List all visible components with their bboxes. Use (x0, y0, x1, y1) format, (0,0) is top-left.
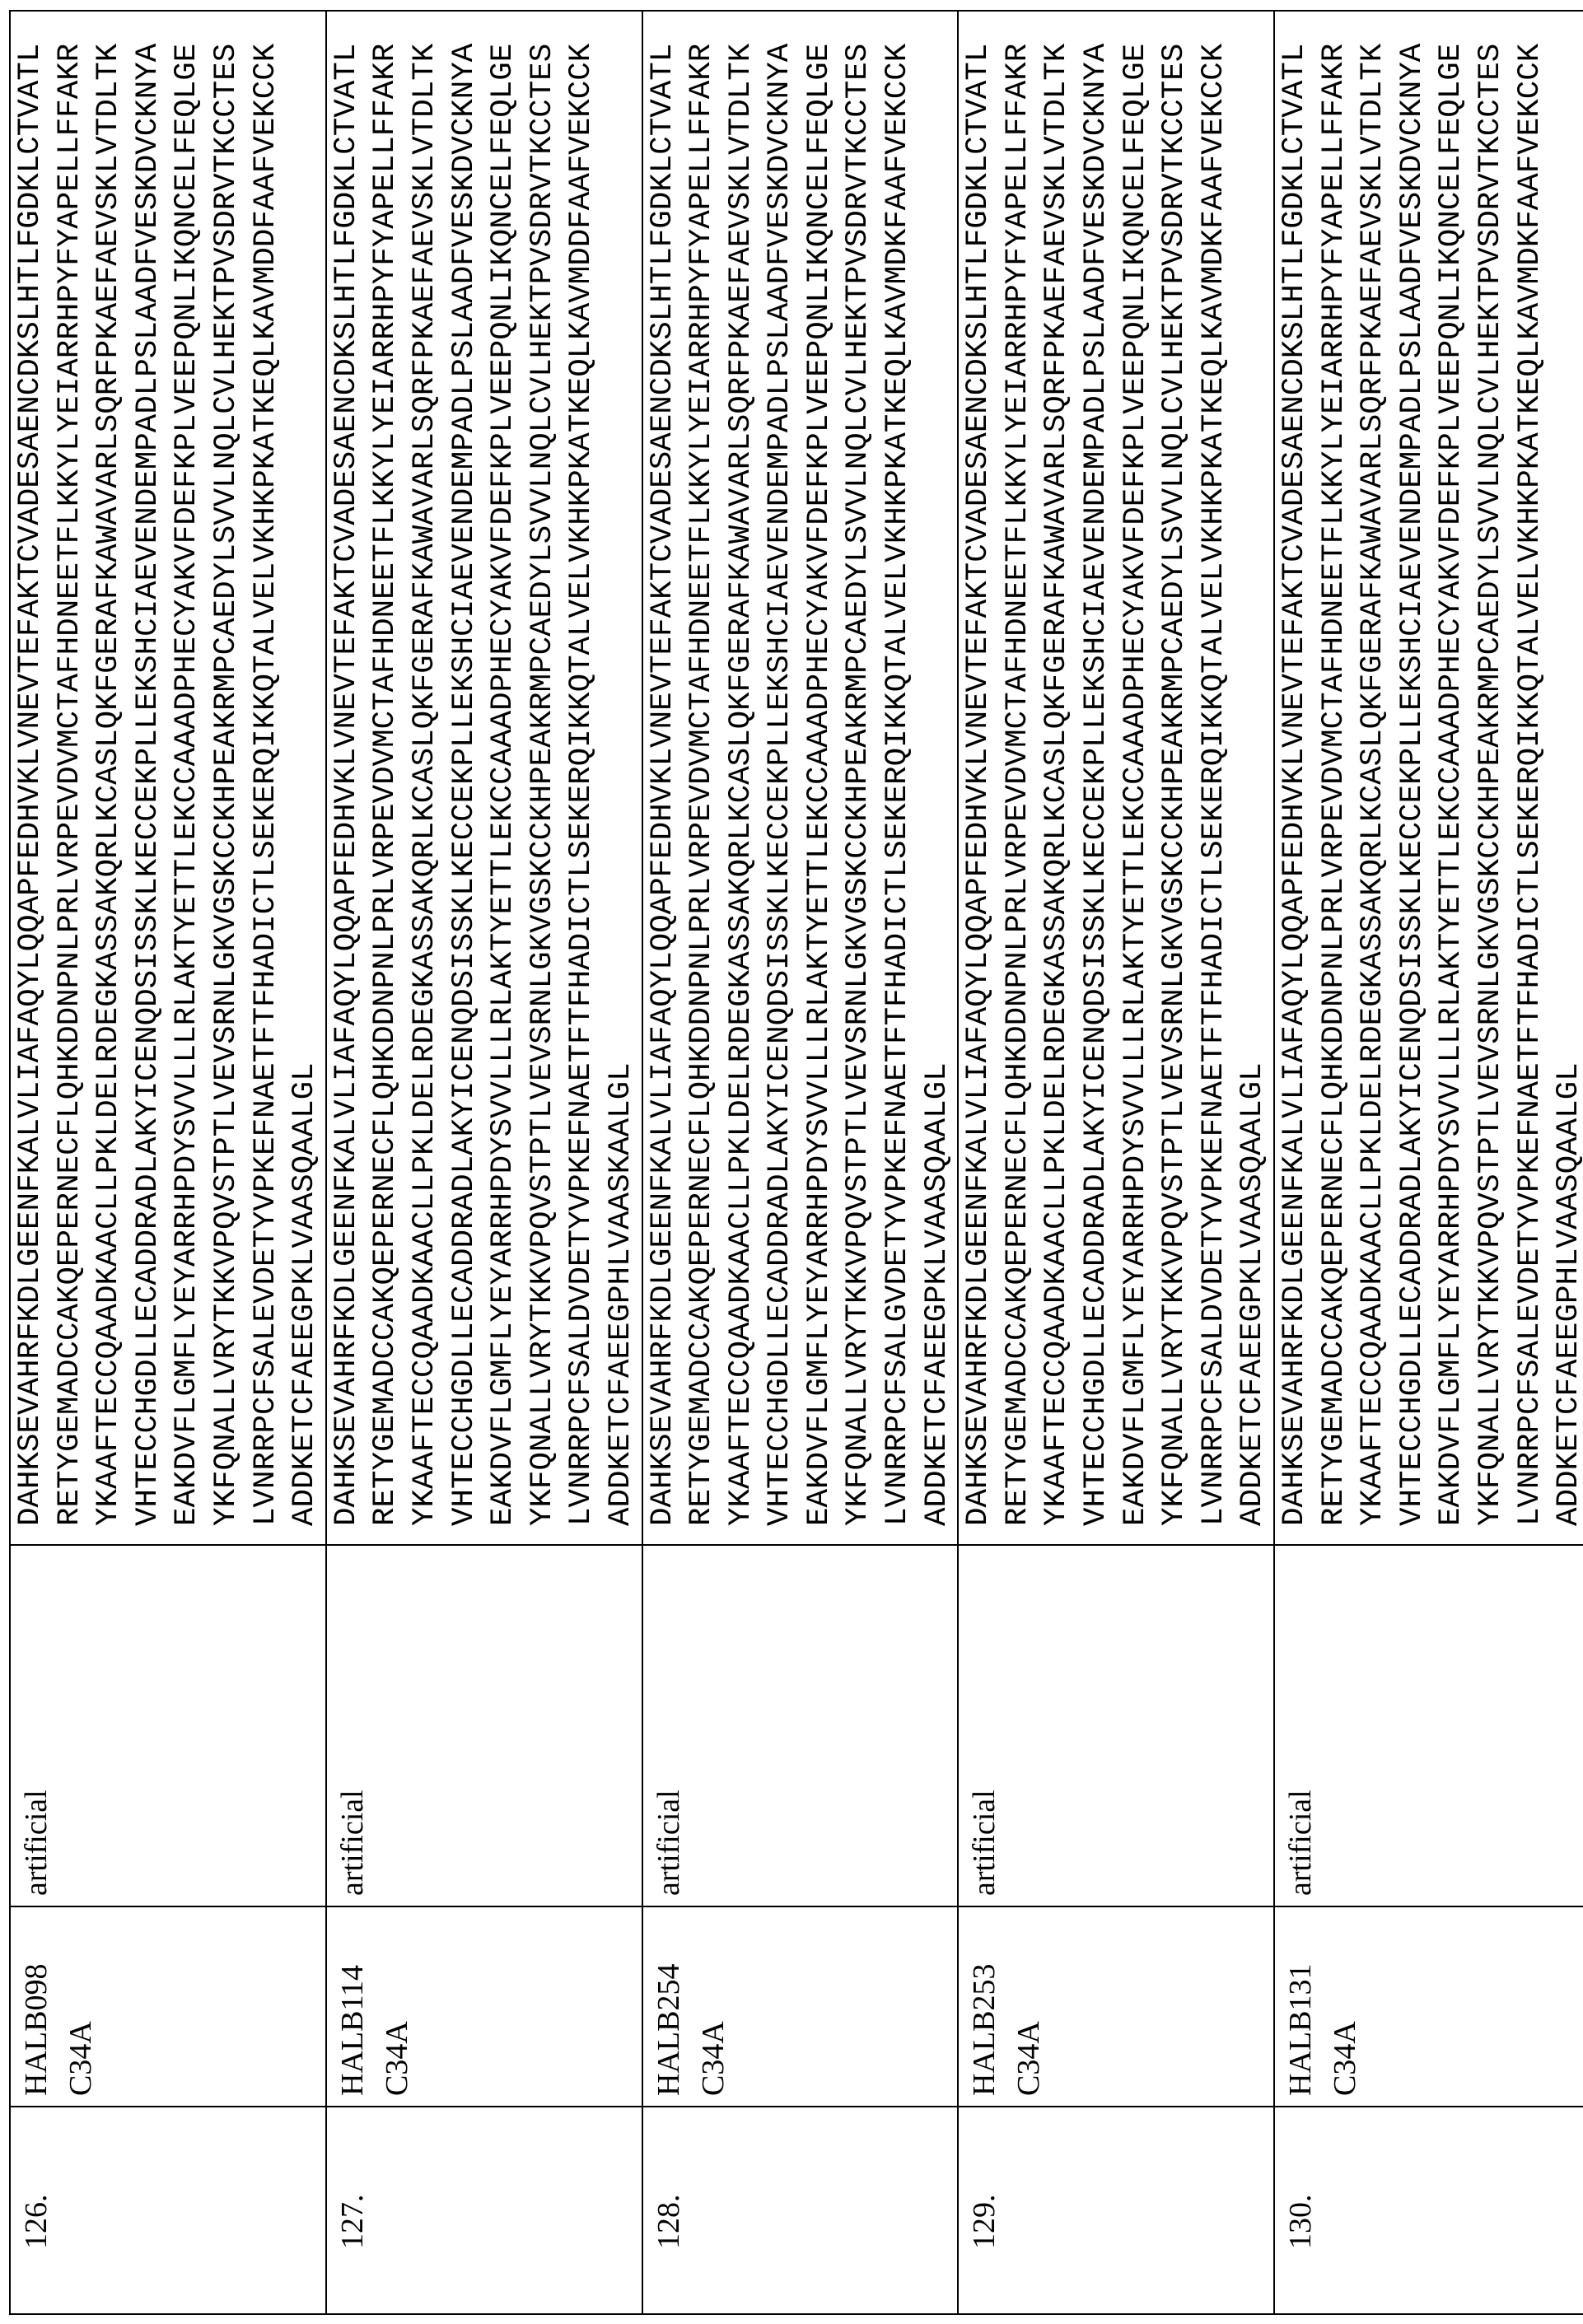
sequence-line: YKFQNALLVRYTKKVPQVSTPTLVEVSRNLGKVGSKCCKHPEAKRMPCAEDYLSVVLNQLCVLHEKTPVSDRVTKCCTES (1472, 12, 1511, 1526)
sequence-line: RETYGEMADCCAKQEPERNECFLQHKDDNPNLPRLVRPEVDVMCTAFHDNEETFLKKYLYEIARRHPYFYAPELLFFAKR (367, 12, 406, 1526)
sequence-line: YKAAFTECCQAADKAACLLPKLDELRDEGKASSAKQRLKCASLQKFGERAFKAWAVARLSQRFPKAEFAEVSKLVTDLTK (1038, 12, 1077, 1526)
construct-name-cell (958, 1906, 1274, 2107)
sequence-line: YKFQNALLVRYTKKVPQVSTPTLVEVSRNLGKVGSKCCKHPEAKRMPCAEDYLSVVLNQLCVLHEKTPVSDRVTKCCTES (839, 12, 879, 1526)
construct-name: HALB253 (962, 1907, 1006, 2096)
construct-name: HALB114 (330, 1907, 375, 2096)
table-row (958, 11, 1274, 2314)
entry-number: 128. (642, 2107, 959, 2314)
sequence-line: DAHKSEVAHRFKDLGEENFKALVLIAFAQYLQQAPFEDHVKLVNEVTEFAKTCVADESAENCDKSLHTLFGDKLCTVATL (960, 12, 999, 1526)
sequence-cell (1274, 11, 1583, 1545)
sequence-line: LVNRRPCFSALEVDETYVPKEFNAETFTFHADICTLSEKERQIKKQTALVELVKHKPKATKEQLKAVMDKFAAFVEKCCK (1511, 12, 1551, 1526)
mutation-label: C34A (58, 1907, 103, 2096)
sequence-line: LVNRRPCFSALGVDETYVPKEFNAETFTFHADICTLSEKERQIKKQTALVELVKHKPKATKEQLKAVMDKFAAFVEKCCK (879, 12, 918, 1526)
sequence-line: RETYGEMADCCAKQEPERNECFLQHKDDNPNLPRLVRPEVDVMCTAFHDNEETFLKKYLYEIARRHPYFYAPELLFFAKR (999, 12, 1039, 1526)
sequence-line: DAHKSEVAHRFKDLGEENFKALVLIAFAQYLQQAPFEDHVKLVNEVTEFAKTCVADESAENCDKSLHTLFGDKLCTVATL (644, 12, 684, 1526)
sequence-line: RETYGEMADCCAKQEPERNECFLQHKDDNPNLPRLVRPEVDVMCTAFHDNEETFLKKYLYEIARRHPYFYAPELLFFAKR (1315, 12, 1355, 1526)
sequence-line: EAKDVFLGMFLYEYARRHPDYSVVLLLRLAKTYETTLEKCCAAADPHECYAKVFDEFKPLVEEPQNLIKQNCELFEQLGE (801, 12, 840, 1526)
rotated-document-page (0, 0, 1583, 2324)
sequence-line: YKAAFTECCQAADKAACLLPKLDELRDEGKASSAKQRLKCASLQKFGERAFKAWAVARLSQRFPKAEFAEVSKLVTDLTK (722, 12, 762, 1526)
sequence-cell (10, 11, 326, 1545)
sequence-cell (326, 11, 642, 1545)
table-row (1274, 11, 1583, 2314)
entry-number: 126. (10, 2107, 326, 2314)
table-row (326, 11, 642, 2314)
construct-name: HALB254 (647, 1907, 691, 2096)
sequence-line: LVNRRPCFSALEVDETYVPKEFNAETFTFHADICTLSEKERQIKKQTALVELVKHKPKATKEQLKAVMDDFAAFVEKCCK (247, 12, 287, 1526)
construct-name-cell (642, 1906, 959, 2107)
sequence-line: ADDKETCFAEEGPKLVAASQAALGL (1234, 12, 1273, 1526)
source-organism: artificial (326, 1545, 642, 1906)
sequence-line: VHTECCHGDLLECADDRADLAKYICENQDSISSKLKECCEKPLLEKSHCIAEVENDEMPADLPSLAADFVESKDVCKNYA (129, 12, 169, 1526)
sequence-line: YKFQNALLVRYTKKVPQVSTPTLVEVSRNLGKVGSKCCKHPEAKRMPCAEDYLSVVLNQLCVLHEKTPVSDRVTKCCTES (1156, 12, 1195, 1526)
sequence-line: VHTECCHGDLLECADDRADLAKYICENQDSISSKLKECCEKPLLEKSHCIAEVENDEMPADLPSLAADFVESKDVCKNYA (761, 12, 801, 1526)
source-organism: artificial (958, 1545, 1274, 1906)
construct-name: HALB131 (1278, 1907, 1323, 2096)
entry-number: 129. (958, 2107, 1274, 2314)
sequence-line: YKFQNALLVRYTKKVPQVSTPTLVEVSRNLGKVGSKCCKHPEAKRMPCAEDYLSVVLNQLCVLHEKTPVSDRVTKCCTES (208, 12, 247, 1526)
sequence-line: LVNRRPCFSALDVDETYVPKEFNAETFTFHADICTLSEKERQIKKQTALVELVKHKPKATKEQLKAVMDKFAAFVEKCCK (1195, 12, 1235, 1526)
sequence-line: LVNRRPCFSALDVDETYVPKEFNAETFTFHADICTLSEKERQIKKQTALVELVKHKPKATKEQLKAVMDDFAAFVEKCCK (563, 12, 602, 1526)
sequence-line: YKAAFTECCQAADKAACLLPKLDELRDEGKASSAKQRLKCASLQKFGERAFKAWAVARLSQRFPKAEFAEVSKLVTDLTK (406, 12, 446, 1526)
sequence-line: RETYGEMADCCAKQEPERNECFLQHKDDNPNLPRLVRPEVDVMCTAFHDNEETFLKKYLYEIARRHPYFYAPELLFFAKR (683, 12, 722, 1526)
sequence-line: YKAAFTECCQAADKAACLLPKLDELRDEGKASSAKQRLKCASLQKFGERAFKAWAVARLSQRFPKAEFAEVSKLVTDLTK (1354, 12, 1394, 1526)
sequence-line: ADDKETCFAEEGPHLVAASKAALGL (602, 12, 642, 1526)
source-organism: artificial (642, 1545, 959, 1906)
sequence-line: EAKDVFLGMFLYEYARRHPDYSVVLLLRLAKTYETTLEKCCAAADPHECYAKVFDEFKPLVEEPQNLIKQNCELFEQLGE (1117, 12, 1156, 1526)
construct-name-cell (1274, 1906, 1583, 2107)
sequence-line: EAKDVFLGMFLYEYARRHPDYSVVLLLRLAKTYETTLEKCCAAADPHECYAKVFDEFKPLVEEPQNLIKQNCELFEQLGE (168, 12, 208, 1526)
mutation-label: C34A (691, 1907, 735, 2096)
construct-name: HALB098 (14, 1907, 58, 2096)
source-organism: artificial (10, 1545, 326, 1906)
sequence-cell (642, 11, 959, 1545)
sequence-line: ADDKETCFAEEGPHLVAASQAALGL (1550, 12, 1583, 1526)
table-row (10, 11, 326, 2314)
sequence-line: EAKDVFLGMFLYEYARRHPDYSVVLLLRLAKTYETTLEKCCAAADPHECYAKVFDEFKPLVEEPQNLIKQNCELFEQLGE (1432, 12, 1472, 1526)
sequence-line: VHTECCHGDLLECADDRADLAKYICENQDSISSKLKECCEKPLLEKSHCIAEVENDEMPADLPSLAADFVESKDVCKNYA (1394, 12, 1433, 1526)
sequence-table (9, 10, 1583, 2315)
mutation-label: C34A (1006, 1907, 1051, 2096)
mutation-label: C34A (1323, 1907, 1367, 2096)
sequence-line: ADDKETCFAEEGPKLVAASQAALGL (286, 12, 325, 1526)
sequence-line: VHTECCHGDLLECADDRADLAKYICENQDSISSKLKECCEKPLLEKSHCIAEVENDEMPADLPSLAADFVESKDVCKNYA (446, 12, 485, 1526)
construct-name-cell (326, 1906, 642, 2107)
sequence-line: YKFQNALLVRYTKKVPQVSTPTLVEVSRNLGKVGSKCCKHPEAKRMPCAEDYLSVVLNQLCVLHEKTPVSDRVTKCCTES (524, 12, 563, 1526)
table-body (10, 11, 1583, 2314)
sequence-line: VHTECCHGDLLECADDRADLAKYICENQDSISSKLKECCEKPLLEKSHCIAEVENDEMPADLPSLAADFVESKDVCKNYA (1077, 12, 1117, 1526)
table-row (642, 11, 959, 2314)
sequence-line: DAHKSEVAHRFKDLGEENFKALVLIAFAQYLQQAPFEDHVKLVNEVTEFAKTCVADESAENCDKSLHTLFGDKLCTVATL (328, 12, 367, 1526)
sequence-cell (958, 11, 1274, 1545)
sequence-line: DAHKSEVAHRFKDLGEENFKALVLIAFAQYLQQAPFEDHVKLVNEVTEFAKTCVADESAENCDKSLHTLFGDKLCTVATL (1276, 12, 1315, 1526)
mutation-label: C34A (375, 1907, 419, 2096)
sequence-line: RETYGEMADCCAKQEPERNECFLQHKDDNPNLPRLVRPEVDVMCTAFHDNEETFLKKYLYEIARRHPYFYAPELLFFAKR (51, 12, 91, 1526)
sequence-line: DAHKSEVAHRFKDLGEENFKALVLIAFAQYLQQAPFEDHVKLVNEVTEFAKTCVADESAENCDKSLHTLFGDKLCTVATL (12, 12, 51, 1526)
entry-number: 130. (1274, 2107, 1583, 2314)
entry-number: 127. (326, 2107, 642, 2314)
sequence-line: EAKDVFLGMFLYEYARRHPDYSVVLLLRLAKTYETTLEKCCAAADPHECYAKVFDEFKPLVEEPQNLIKQNCELFEQLGE (484, 12, 524, 1526)
construct-name-cell (10, 1906, 326, 2107)
sequence-line: ADDKETCFAEEGPKLVAASQAALGL (918, 12, 958, 1526)
source-organism: artificial (1274, 1545, 1583, 1906)
sequence-line: YKAAFTECCQAADKAACLLPKLDELRDEGKASSAKQRLKCASLQKFGERAFKAWAVARLSQRFPKAEFAEVSKLVTDLTK (90, 12, 129, 1526)
